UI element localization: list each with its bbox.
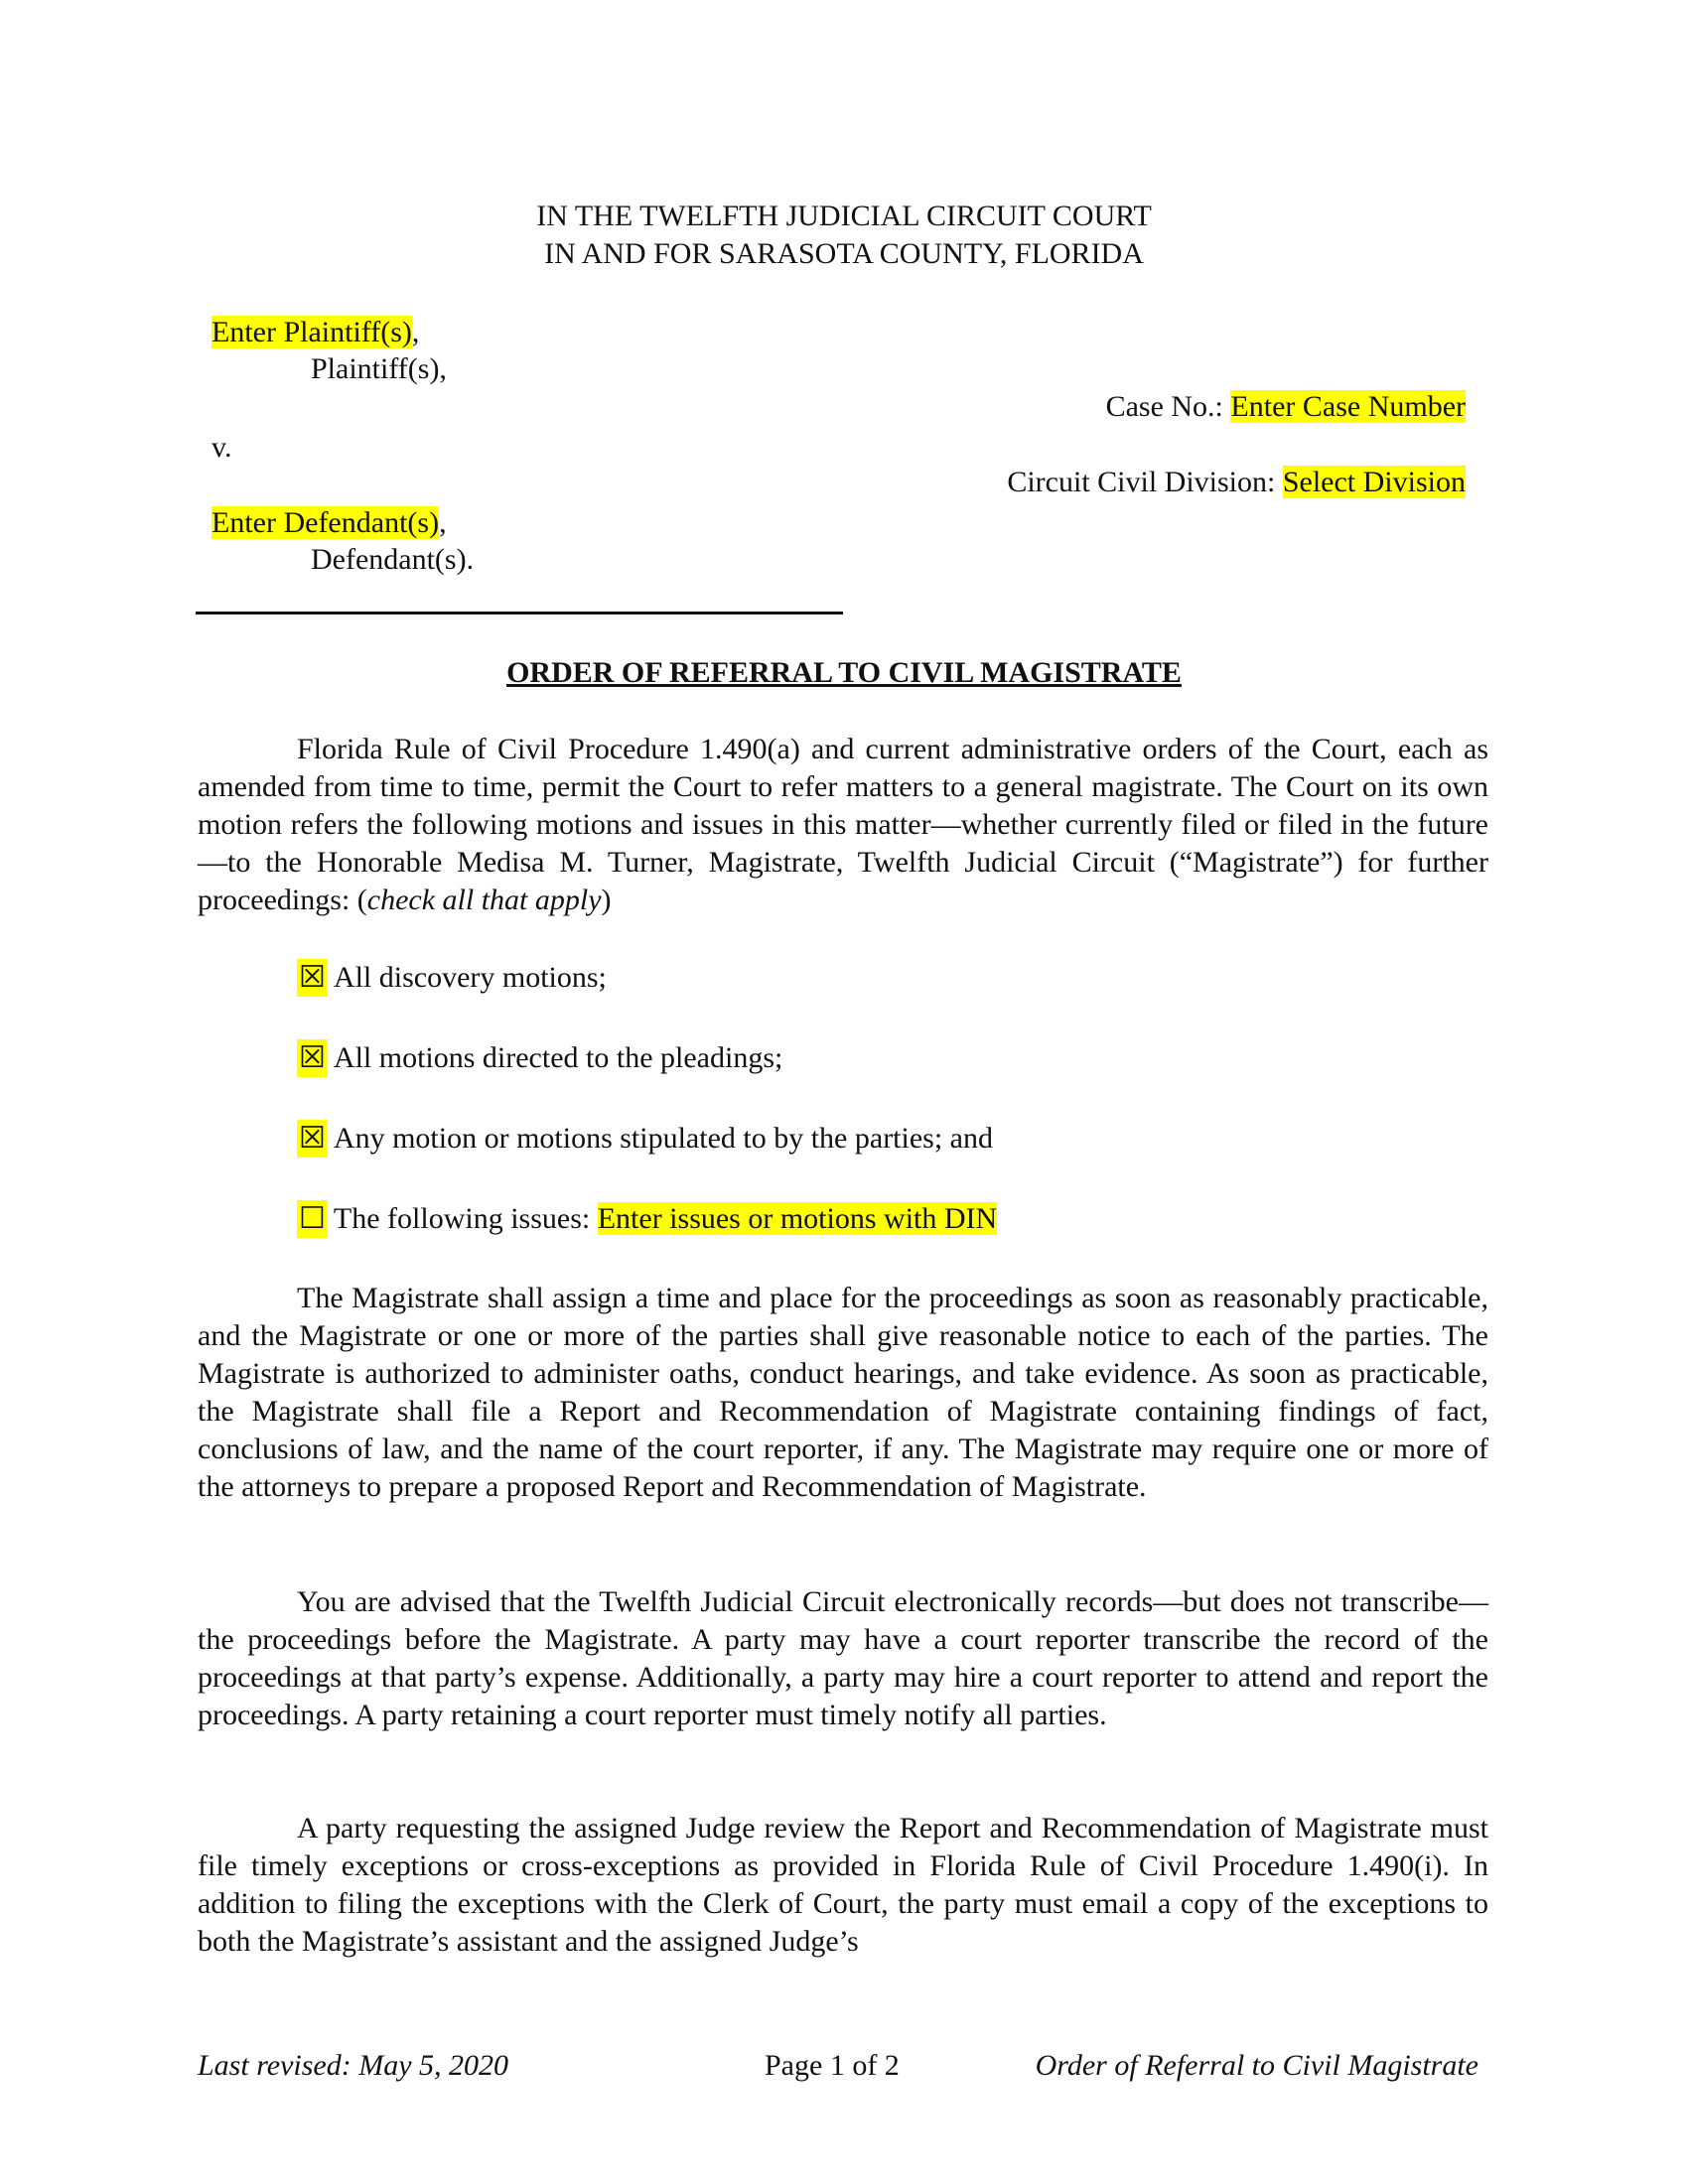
- footer-page-number: Page 1 of 2: [765, 2049, 900, 2082]
- defendant-field[interactable]: Enter Defendant(s): [211, 506, 440, 539]
- paragraph-text: A party requesting the assigned Judge review the Report and Recommendation of Magistrate must file timely exceptions or cross-exceptions as provided in Florida Rule of Civil Procedure 1.490(i). In addition to filing the exceptions with the Clerk of Court, the party must email a copy of the exceptions to both the Magistrate’s assistant and the assigned Judge’s: [198, 1812, 1488, 1958]
- court-name-line2: IN AND FOR SARASOTA COUNTY, FLORIDA: [544, 237, 1144, 270]
- case-number-line: [1106, 388, 1466, 426]
- paragraph-text: You are advised that the Twelfth Judicial Circuit electronically records—but does not transcribe—the proceedings before the Magistrate. A party may have a court reporter transcribe the record of the proceedings at that party’s expense. Additionally, a party may hire a court reporter to attend and report the proceedings. A party retaining a court reporter must timely notify all parties.: [198, 1585, 1488, 1731]
- option-label: The following issues:: [333, 1202, 591, 1235]
- proceedings-paragraph: [198, 1280, 1488, 1506]
- recording-paragraph: [198, 1583, 1488, 1734]
- discovery-checkbox[interactable]: ☒: [297, 959, 328, 997]
- intro-text: Florida Rule of Civil Procedure 1.490(a) and current administrative orders of the Court, each as amended from time to time, permit the Court to refer matters to a general magistrate. The Court on its own motion refers the following motions and issues in this matter—whether currently filed or filed in the future—to the Honorable Medisa M. Turner, Magistrate, Twelfth Judicial Circuit (“Magistrate”) for further proceedings: (: [198, 733, 1488, 916]
- issues-field[interactable]: Enter issues or motions with DIN: [597, 1202, 998, 1235]
- option-stipulated: [297, 1120, 993, 1158]
- option-pleadings: [297, 1039, 782, 1077]
- option-following-issues: [297, 1200, 997, 1238]
- order-title: ORDER OF REFERRAL TO CIVIL MAGISTRATE: [506, 656, 1182, 689]
- footer-doc-title: Order of Referral to Civil Magistrate: [1035, 2049, 1478, 2082]
- stipulated-checkbox[interactable]: ☒: [297, 1120, 328, 1158]
- footer-revised: Last revised: May 5, 2020: [198, 2049, 509, 2082]
- case-number-label: Case No.:: [1105, 390, 1223, 423]
- option-label: All discovery motions;: [333, 961, 607, 994]
- intro-note: check all that apply: [366, 884, 602, 916]
- plaintiff-field[interactable]: Enter Plaintiff(s): [211, 316, 412, 348]
- division-line: [1007, 464, 1466, 501]
- exceptions-paragraph: [198, 1810, 1488, 1961]
- division-field[interactable]: Select Division: [1282, 466, 1466, 498]
- plaintiff-label: Plaintiff(s),: [311, 352, 447, 385]
- intro-paragraph: [198, 731, 1488, 919]
- defendant-label: Defendant(s).: [311, 543, 475, 576]
- following-issues-checkbox[interactable]: ☐: [297, 1200, 328, 1238]
- case-number-field[interactable]: Enter Case Number: [1230, 390, 1466, 423]
- division-label: Circuit Civil Division:: [1007, 466, 1276, 498]
- pleadings-checkbox[interactable]: ☒: [297, 1039, 328, 1077]
- option-discovery: [297, 959, 607, 997]
- court-name-line1: IN THE TWELFTH JUDICIAL CIRCUIT COURT: [536, 200, 1152, 232]
- versus-label: v.: [211, 431, 232, 464]
- option-label: Any motion or motions stipulated to by the parties; and: [333, 1122, 993, 1155]
- caption-divider: [196, 612, 843, 614]
- plaintiff-line: Enter Plaintiff(s),: [211, 316, 420, 348]
- defendant-line: Enter Defendant(s),: [211, 506, 447, 539]
- option-label: All motions directed to the pleadings;: [333, 1041, 783, 1074]
- paragraph-text: The Magistrate shall assign a time and place for the proceedings as soon as reasonably practicable, and the Magistrate or one or more of the parties shall give reasonable notice to each of the parties. The Magistrate is authorized to administer oaths, conduct hearings, and take evidence. As soon as practicable, the Magistrate shall file a Report and Recommendation of Magistrate containing findings of fact, conclusions of law, and the name of the court reporter, if any. The Magistrate may require one or more of the attorneys to prepare a proposed Report and Recommendation of Magistrate.: [198, 1282, 1488, 1503]
- intro-close: ): [601, 884, 612, 916]
